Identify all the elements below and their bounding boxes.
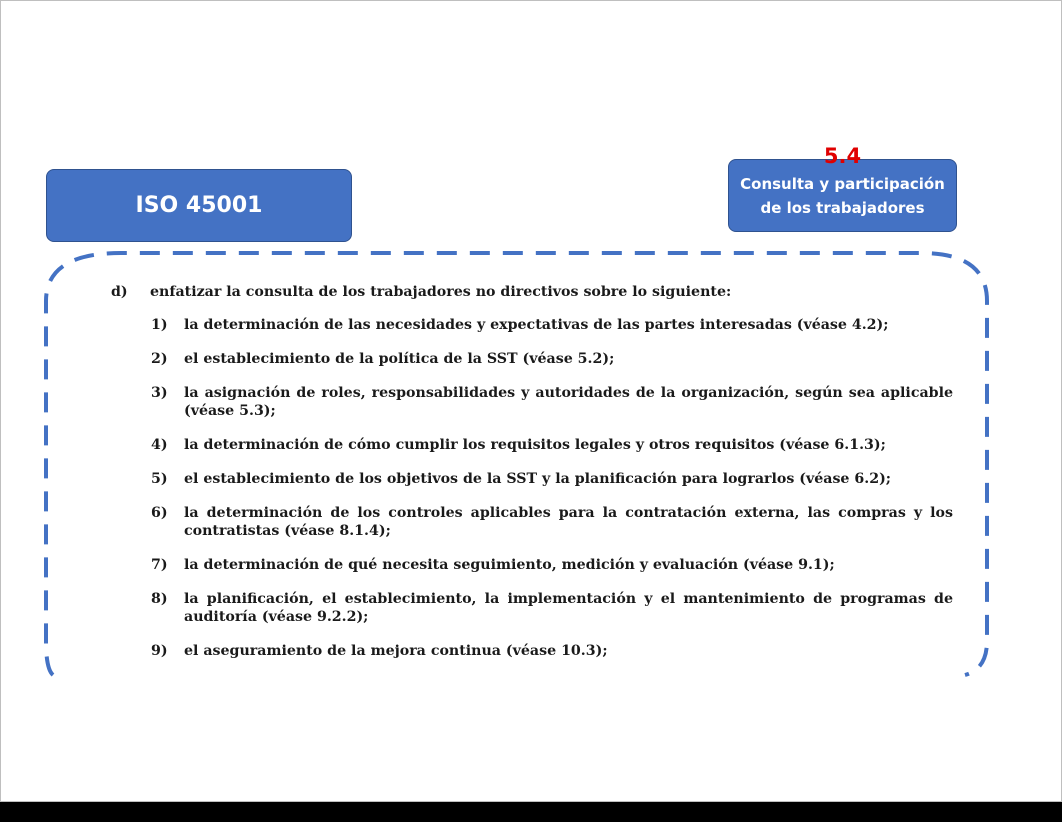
item-text: la planificación, el establecimiento, la implementación y el mantenimiento de programas de auditoría (véase 9.2.2); (184, 591, 953, 625)
item-marker: 1) (151, 317, 168, 333)
requirements-text (111, 283, 953, 660)
item-text: la asignación de roles, responsabilidades y autoridades de la organización, según sea aplicable (véase 5.3); (184, 385, 953, 419)
item-marker: 3) (151, 385, 168, 401)
list-item (111, 470, 953, 488)
item-text: la determinación de cómo cumplir los requisitos legales y otros requisitos (véase 6.1.3); (184, 437, 886, 453)
list-item (111, 316, 953, 334)
item-text: la determinación de qué necesita seguimiento, medición y evaluación (véase 9.1); (184, 557, 835, 573)
lead-marker: d) (111, 284, 128, 300)
item-text: la determinación de los controles aplicables para la contratación externa, las compras y los contratistas (véase 8.1.4); (184, 505, 953, 539)
list-item (111, 642, 953, 660)
item-text: el establecimiento de los objetivos de la SST y la planificación para lograrlos (véase 6.2); (184, 471, 892, 487)
lead-paragraph (111, 283, 953, 301)
item-text: el aseguramiento de la mejora continua (véase 10.3); (184, 643, 608, 659)
item-marker: 7) (151, 557, 168, 573)
lead-text: enfatizar la consulta de los trabajadores no directivos sobre lo siguiente: (150, 284, 732, 300)
item-marker: 9) (151, 643, 168, 659)
item-text: el establecimiento de la política de la SST (véase 5.2); (184, 351, 615, 367)
clause-number: 5.4 (823, 144, 862, 168)
item-marker: 6) (151, 505, 168, 521)
list-item (111, 504, 953, 540)
standard-title: ISO 45001 (135, 193, 263, 218)
list-item (111, 556, 953, 574)
list-item (111, 436, 953, 454)
item-marker: 8) (151, 591, 168, 607)
list-item (111, 350, 953, 368)
list-item (111, 590, 953, 626)
item-marker: 4) (151, 437, 168, 453)
item-text: la determinación de las necesidades y expectativas de las partes interesadas (véase 4.2); (184, 317, 889, 333)
list-item (111, 384, 953, 420)
item-marker: 5) (151, 471, 168, 487)
clause-title: Consulta y participación de los trabajadores (740, 175, 945, 217)
item-marker: 2) (151, 351, 168, 367)
